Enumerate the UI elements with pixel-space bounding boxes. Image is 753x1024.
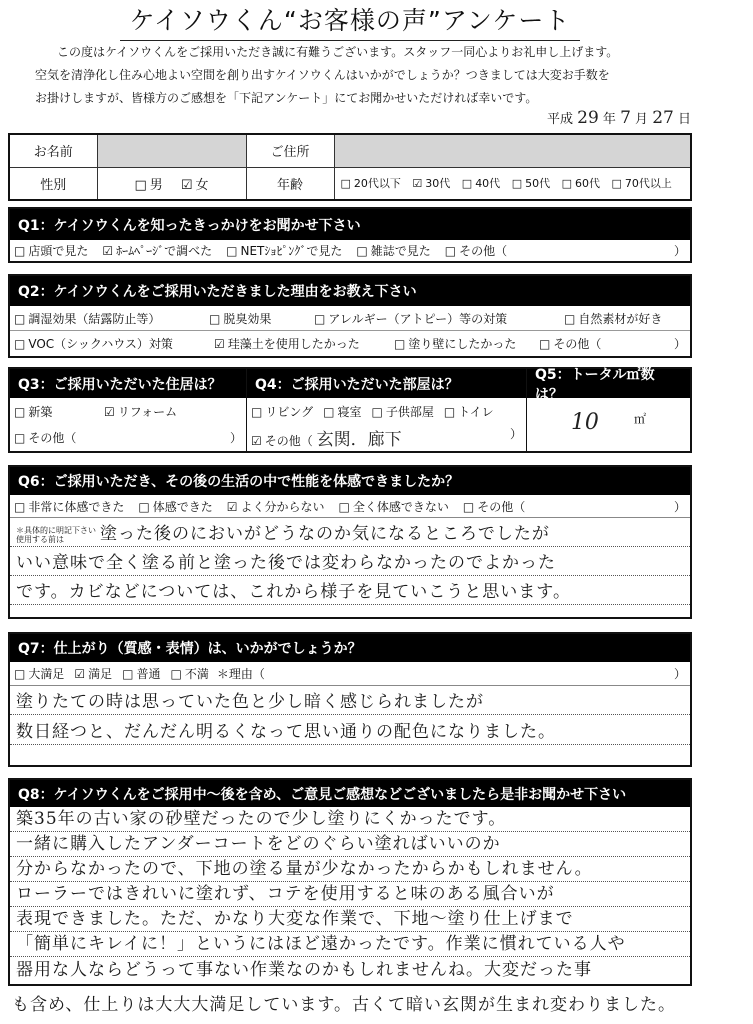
- q1-option[interactable]: □ NETｼｮﾋﾟﾝｸﾞで見た: [226, 242, 342, 259]
- intro-line: お掛けしますが、皆様方のご感想を「下記アンケート」にてお聞かせいただければ幸いです。: [35, 91, 538, 105]
- q4-option-other[interactable]: ☑ その他（: [251, 434, 313, 448]
- q7-section: [8, 632, 692, 767]
- answer-line: いい意味で全く塗る前と塗った後では変わらなかったのでよかった: [16, 553, 556, 573]
- close-paren: ）: [673, 667, 686, 681]
- answer-line: 一緒に購入したアンダーコートをどのぐらい塗ればいいのか: [16, 834, 501, 854]
- intro-line: 空気を清浄化し住み心地よい空間を創り出すケイソウくんはいかがでしょうか？つきましては大変お手数を: [35, 68, 610, 82]
- q6-option[interactable]: □ 非常に体感できた: [14, 498, 124, 515]
- answer-line: 塗った後のにおいがどうなのか気になるところでしたが: [100, 524, 550, 544]
- date-month-unit: 月: [635, 112, 649, 127]
- q7-reason-label: ＊理由（: [216, 667, 265, 681]
- q3-option[interactable]: □ 新築: [14, 403, 104, 420]
- answer-line: 「簡単にキレイに！」というにはほど遠かったです。作業に慣れている人や: [16, 934, 626, 954]
- date-day-unit: 日: [677, 112, 691, 127]
- q2-title: Q2：ケイソウくんをご採用いただきました理由をお教え下さい: [10, 276, 690, 306]
- q4-other-answer[interactable]: 玄関．廊下: [316, 429, 402, 450]
- q2-section: [8, 274, 692, 358]
- q2-option[interactable]: □ 塗り壁にしたかった: [394, 335, 539, 352]
- date-day: 27: [652, 108, 674, 128]
- age-checkbox[interactable]: □ 70代以上: [612, 177, 672, 190]
- q4-option[interactable]: □ 子供部屋: [371, 403, 433, 420]
- q4-block: [247, 369, 527, 451]
- close-paren: ）: [673, 337, 686, 351]
- gender-male-checkbox[interactable]: □ 男: [134, 178, 162, 193]
- q2-option[interactable]: □ 脱臭効果: [209, 310, 314, 327]
- q7-title: Q7：仕上がり（質感・表情）は、いかがでしょうか？: [10, 634, 690, 662]
- q5-unit: ㎡: [634, 412, 647, 426]
- q2-option[interactable]: ☑ 珪藻土を使用したかった: [214, 335, 394, 352]
- close-paren: ）: [509, 426, 522, 441]
- q6-option[interactable]: □ 全く体感できない: [339, 498, 449, 515]
- q5-area-value[interactable]: 10: [570, 410, 599, 435]
- q4-option[interactable]: □ トイレ: [444, 403, 494, 420]
- q1-option[interactable]: □ 雑誌で見た: [356, 242, 430, 259]
- answer-line-overflow: も含め、仕上りは大大大満足しています。古くて暗い玄関が生まれ変わりました。: [12, 995, 676, 1015]
- q2-option[interactable]: □ 自然素材が好き: [564, 310, 662, 327]
- age-checkbox[interactable]: ☑ 30代: [412, 177, 450, 190]
- q6-section: [8, 465, 692, 619]
- q2-option[interactable]: □ 調湿効果（結露防止等）: [14, 310, 209, 327]
- q2-option[interactable]: □ VOC（シックハウス）対策: [14, 335, 214, 352]
- address-label: ご住所: [246, 134, 334, 167]
- q7-option[interactable]: ☑ 満足: [74, 665, 112, 682]
- age-label: 年齢: [246, 167, 334, 200]
- q7-option[interactable]: □ 大満足: [14, 665, 64, 682]
- q4-title: Q4：ご採用いただいた部屋は？: [247, 369, 526, 398]
- q2-option-other[interactable]: □ その他（: [539, 335, 601, 352]
- q6-title: Q6：ご採用いただき、その後の生活の中で性能を体感できましたか？: [10, 467, 690, 495]
- q3-q5-section: [8, 367, 692, 453]
- q1-title: Q1：ケイソウくんを知ったきっかけをお聞かせ下さい: [10, 209, 690, 240]
- q1-option[interactable]: ☑ ﾎｰﾑﾍﾟｰｼﾞで調べた: [102, 242, 212, 259]
- age-checkbox[interactable]: □ 50代: [512, 177, 550, 190]
- gender-label: 性別: [9, 167, 97, 200]
- date-era: 平成: [546, 112, 573, 127]
- q2-option[interactable]: □ アレルギー（アトピー）等の対策: [314, 310, 564, 327]
- answer-line: 表現できました。ただ、かなり大変な作業で、下地～塗り仕上げまで: [16, 909, 574, 929]
- q3-title: Q3：ご採用いただいた住居は？: [10, 369, 246, 398]
- q6-option[interactable]: □ 体感できた: [138, 498, 212, 515]
- form-title: ケイソウくん“お客様の声”アンケート: [120, 4, 580, 41]
- name-field[interactable]: [97, 134, 246, 167]
- q8-answer-field[interactable]: [10, 807, 690, 982]
- q4-option[interactable]: □ リビング: [251, 403, 313, 420]
- close-paren: ）: [673, 244, 686, 258]
- date-month: 7: [620, 108, 631, 128]
- answer-line: ローラーではきれいに塗れず、コテを使用すると味のある風合いが: [16, 884, 555, 904]
- q4-option[interactable]: □ 寝室: [323, 403, 361, 420]
- q3-block: [10, 369, 247, 451]
- answer-line: 築35年の古い家の砂壁だったので少し塗りにくかったです。: [16, 809, 507, 829]
- q7-answer-field[interactable]: [10, 685, 690, 745]
- q8-title: Q8：ケイソウくんをご採用中～後を含め、ご意見ご感想などございましたら是非お聞かせ下さい: [10, 780, 690, 807]
- q1-option-other[interactable]: □ その他（: [445, 242, 507, 259]
- q1-option[interactable]: □ 店頭で見た: [14, 242, 88, 259]
- q7-option[interactable]: □ 普通: [122, 665, 160, 682]
- q3-option-other[interactable]: □ その他（: [14, 429, 76, 446]
- q3-option[interactable]: ☑ リフォーム: [104, 403, 177, 420]
- q6-option-other[interactable]: □ その他（: [463, 498, 525, 515]
- q8-section: [8, 778, 692, 986]
- q6-note: ＊具体的に明記下さい: [16, 526, 96, 535]
- age-checkbox[interactable]: □ 40代: [462, 177, 500, 190]
- q5-block: [527, 366, 690, 451]
- answer-line: 塗りたての時は思っていた色と少し暗く感じられましたが: [16, 692, 484, 712]
- close-paren: ）: [673, 499, 686, 514]
- q5-title: Q5：トータル㎡数は？: [527, 369, 690, 398]
- date-year: 29: [577, 108, 599, 128]
- date: [547, 108, 691, 128]
- q1-section: [8, 207, 692, 263]
- intro-line: この度はケイソウくんをご採用いただき誠に有難うございます。スタッフ一同心よりお礼申し上げます。: [57, 45, 619, 59]
- q7-option[interactable]: □ 不満: [171, 665, 209, 682]
- profile-table: [8, 133, 692, 201]
- q6-option[interactable]: ☑ よく分からない: [227, 498, 325, 515]
- q6-answer-field[interactable]: [10, 517, 690, 605]
- name-label: お名前: [9, 134, 97, 167]
- q6-note2: 使用する前は: [16, 535, 64, 544]
- close-paren: ）: [229, 430, 242, 445]
- date-year-unit: 年: [602, 112, 616, 127]
- age-checkbox[interactable]: □ 20代以下: [341, 177, 401, 190]
- age-checkbox[interactable]: □ 60代: [562, 177, 600, 190]
- intro-text: [35, 41, 695, 110]
- answer-line: です。カビなどについては、これから様子を見ていこうと思います。: [16, 582, 571, 602]
- gender-female-checkbox[interactable]: ☑ 女: [181, 178, 209, 193]
- answer-line: 分からなかったので、下地の塗る量が少なかったからかもしれません。: [16, 859, 593, 879]
- answer-line: 数日経つと、だんだん明るくなって思い通りの配色になりました。: [16, 722, 556, 742]
- answer-line: 器用な人ならどうって事ない作業なのかもしれませんね。大変だった事: [16, 960, 592, 980]
- address-field[interactable]: [334, 134, 691, 167]
